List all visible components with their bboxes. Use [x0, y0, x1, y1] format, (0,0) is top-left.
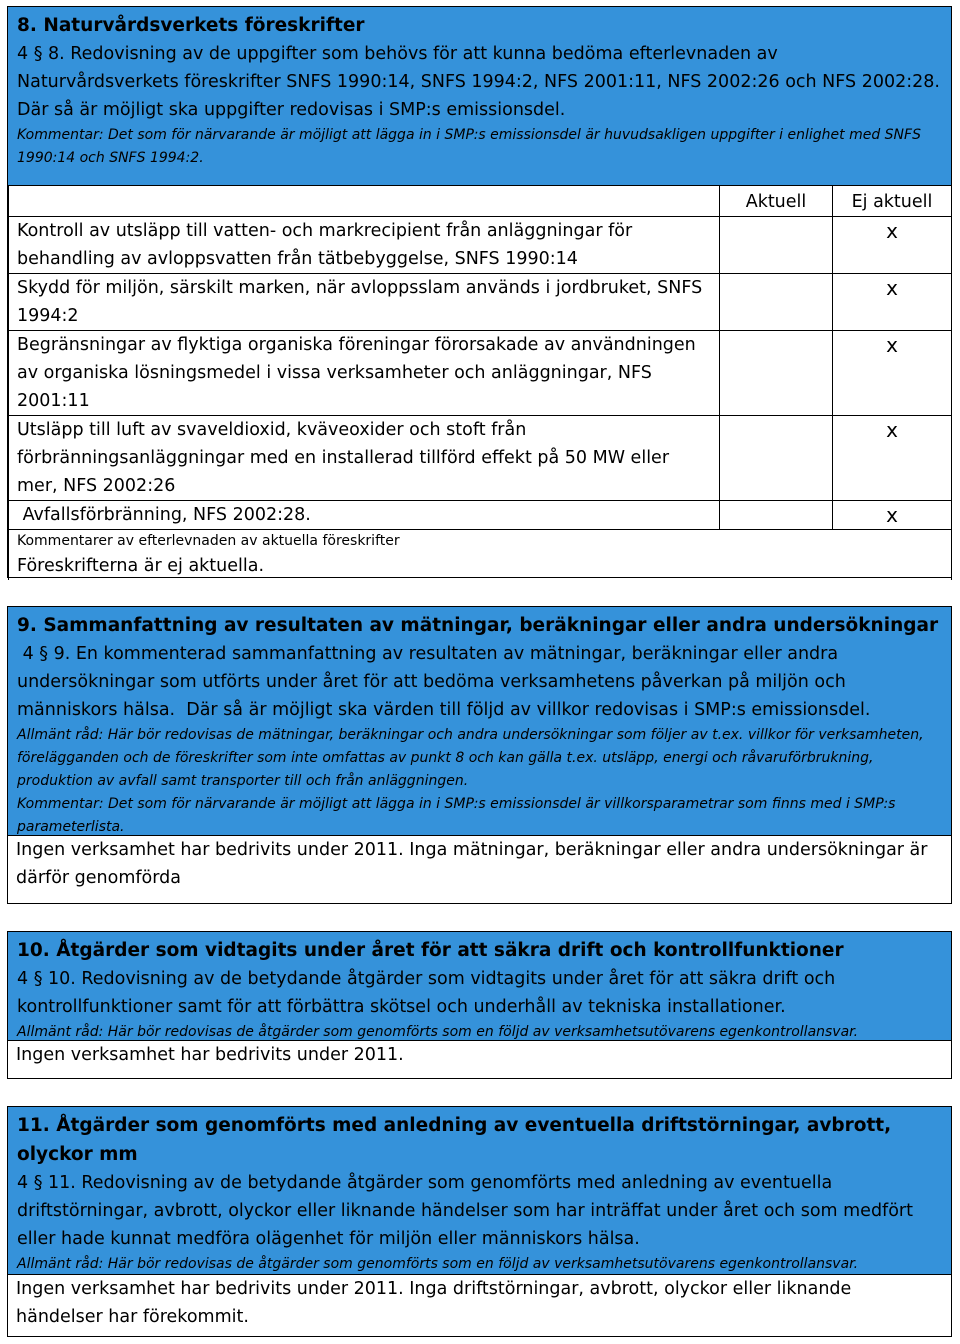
section-8-header: [7, 6, 952, 186]
table-row: [9, 331, 952, 416]
section-9-answer[interactable]: Ingen verksamhet har bedrivits under 2011. Inga mätningar, beräkningar eller andra undersökningar är därför genomförda: [16, 840, 928, 888]
section-9-answer-box[interactable]: [7, 836, 952, 904]
table-row: [9, 501, 952, 530]
section-8-comment: Kommentar: Det som för närvarande är möjligt att lägga in i SMP:s emissionsdel är huvudsakligen uppgifter i enlighet med SNFS 1990:14 och SNFS 1994:2.: [17, 127, 921, 166]
current-mark[interactable]: [720, 416, 833, 501]
section-11-advice: Allmänt råd: Här bör redovisas de åtgärder som genomförts som en följd av verksamhetsutövarens egenkontrollansvar.: [17, 1256, 859, 1272]
section-10-answer[interactable]: Ingen verksamhet har bedrivits under 2011.: [16, 1045, 404, 1065]
regulation-text: Begränsningar av flyktiga organiska föreningar förorsakade av användningen av organiska lösningsmedel i vissa verksamheter och anläggningar, NFS 2001:11: [9, 331, 720, 416]
current-mark[interactable]: [720, 274, 833, 331]
not-current-mark[interactable]: x: [833, 416, 952, 501]
section-10-answer-box[interactable]: [7, 1041, 952, 1079]
regulations-table: [8, 186, 952, 580]
current-mark[interactable]: [720, 501, 833, 530]
regulation-text: Avfallsförbränning, NFS 2002:28.: [9, 501, 720, 530]
current-mark[interactable]: [720, 331, 833, 416]
col-not-current-header: Ej aktuell: [833, 186, 952, 217]
section-10-body: 4 § 10. Redovisning av de betydande åtgärder som vidtagits under året för att säkra drift och kontrollfunktioner samt för att förbättra skötsel och underhåll av tekniska installationer.: [17, 969, 836, 1017]
regulation-text: Kontroll av utsläpp till vatten- och markrecipient från anläggningar för behandling av avloppsvatten från tätbebyggelse, SNFS 1990:14: [9, 217, 720, 274]
section-11-header: [7, 1106, 952, 1275]
col-current-header: Aktuell: [720, 186, 833, 217]
section-8-title: 8. Naturvårdsverkets föreskrifter: [17, 15, 365, 36]
comments-value[interactable]: Föreskrifterna är ej aktuella.: [17, 556, 265, 576]
not-current-mark[interactable]: x: [833, 331, 952, 416]
regulation-text: Skydd för miljön, särskilt marken, när avloppsslam används i jordbruket, SNFS 1994:2: [9, 274, 720, 331]
not-current-mark[interactable]: x: [833, 501, 952, 530]
comments-label: Kommentarer av efterlevnaden av aktuella föreskrifter: [17, 533, 400, 549]
section-9-comment: Kommentar: Det som för närvarande är möjligt att lägga in i SMP:s emissionsdel är villkorsparametrar som finns med i SMP:s parameterlista.: [17, 796, 896, 835]
section-9-title: 9. Sammanfattning av resultaten av mätningar, beräkningar eller andra undersökningar: [17, 615, 939, 636]
section-9-header: [7, 606, 952, 836]
section-11-answer[interactable]: Ingen verksamhet har bedrivits under 2011. Inga driftstörningar, avbrott, olyckor eller liknande händelser har förekommit.: [16, 1279, 852, 1327]
section-9-body: 4 § 9. En kommenterad sammanfattning av resultaten av mätningar, beräkningar eller andra undersökningar som utförts under året för att bedöma verksamhetens påverkan på miljön och människors hälsa. Där så är möjligt ska värden till följd av villkor redovisas i SMP:s emissionsdel.: [17, 644, 871, 720]
section-8-body: 4 § 8. Redovisning av de uppgifter som behövs för att kunna bedöma efterlevnaden av Naturvårdsverkets föreskrifter SNFS 1990:14, SNFS 1994:2, NFS 2001:11, NFS 2002:26 och NFS 2002:28. Där så är möjligt ska uppgifter redovisas i SMP:s emissionsdel.: [17, 44, 940, 120]
section-10-header: [7, 931, 952, 1041]
not-current-mark[interactable]: x: [833, 274, 952, 331]
section-10-title: 10. Åtgärder som vidtagits under året för att säkra drift och kontrollfunktioner: [17, 940, 844, 961]
section-9-advice: Allmänt råd: Här bör redovisas de mätningar, beräkningar och andra undersökningar som följer av t.ex. villkor för verksamheten, förelägganden och de föreskrifter som inte omfattas av punkt 8 och kan gälla t.ex. utsläpp, energi och råvaruförbrukning, produktion av avfall samt transporter till och från anläggningen.: [17, 727, 924, 789]
table-row: [9, 416, 952, 501]
section-11-title: 11. Åtgärder som genomförts med anledning av eventuella driftstörningar, avbrott, olyckor mm: [17, 1115, 892, 1165]
section-8-table-wrap: [7, 186, 952, 578]
regulation-text: Utsläpp till luft av svaveldioxid, kväveoxider och stoft från förbränningsanläggningar med en installerad tillförd effekt på 50 MW eller mer, NFS 2002:26: [9, 416, 720, 501]
section-11-body: 4 § 11. Redovisning av de betydande åtgärder som genomförts med anledning av eventuella driftstörningar, avbrott, olyckor eller liknande händelser som har inträffat under året och som medfört eller hade kunnat medföra olägenhet för miljön eller människors hälsa.: [17, 1173, 913, 1249]
table-row: [9, 274, 952, 331]
section-10-advice: Allmänt råd: Här bör redovisas de åtgärder som genomförts som en följd av verksamhetsutövarens egenkontrollansvar.: [17, 1024, 859, 1040]
table-header-row: [9, 186, 952, 217]
comments-row: [9, 530, 952, 581]
section-11-answer-box[interactable]: [7, 1275, 952, 1337]
current-mark[interactable]: [720, 217, 833, 274]
table-row: [9, 217, 952, 274]
not-current-mark[interactable]: x: [833, 217, 952, 274]
